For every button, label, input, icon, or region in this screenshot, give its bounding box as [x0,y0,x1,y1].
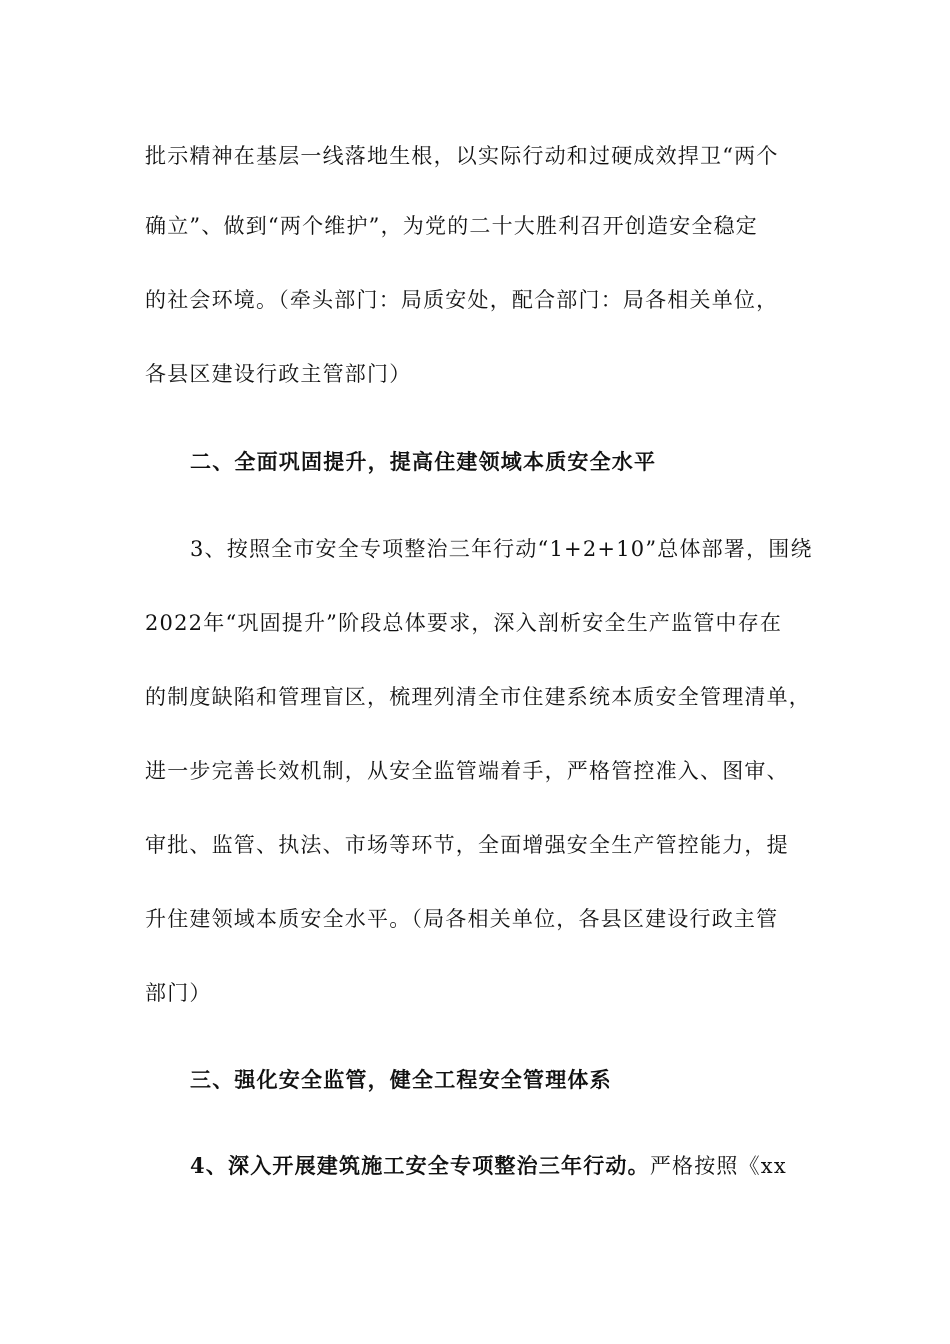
paragraph-line: 审批、监管、执法、市场等环节，全面增强安全生产管控能力，提 [145,833,789,857]
paragraph-line [190,1152,870,1180]
paragraph-line: 的制度缺陷和管理盲区，梳理列清全市住建系统本质安全管理清单， [145,685,811,709]
paragraph-line: 升住建领域本质安全水平。（局各相关单位，各县区建设行政主管 [145,907,779,931]
section-heading: 二、全面巩固提升，提高住建领域本质安全水平 [190,449,657,474]
paragraph-line: 的社会环境。（牵头部门：局质安处，配合部门：局各相关单位， [145,288,779,312]
paragraph-line: 3、按照全市安全专项整治三年行动“1+2+10”总体部署，围绕 [190,537,813,561]
paragraph-line: 进一步完善长效机制，从安全监管端着手，严格管控准入、图审、 [145,759,789,783]
section-heading: 三、强化安全监管，健全工程安全管理体系 [190,1067,612,1092]
paragraph-line: 确立”、做到“两个维护”，为党的二十大胜利召开创造安全稳定 [145,214,759,238]
paragraph-line: 批示精神在基层一线落地生根，以实际行动和过硬成效捍卫“两个 [145,144,779,168]
paragraph-bold-lead: 4、深入开展建筑施工安全专项整治三年行动。 [190,1153,650,1178]
paragraph-text: 严格按照《xx [649,1154,787,1178]
paragraph-line: 各县区建设行政主管部门） [145,362,412,386]
paragraph-line: 2022年“巩固提升”阶段总体要求，深入剖析安全生产监管中存在 [145,611,783,635]
paragraph-line: 部门） [145,981,212,1005]
